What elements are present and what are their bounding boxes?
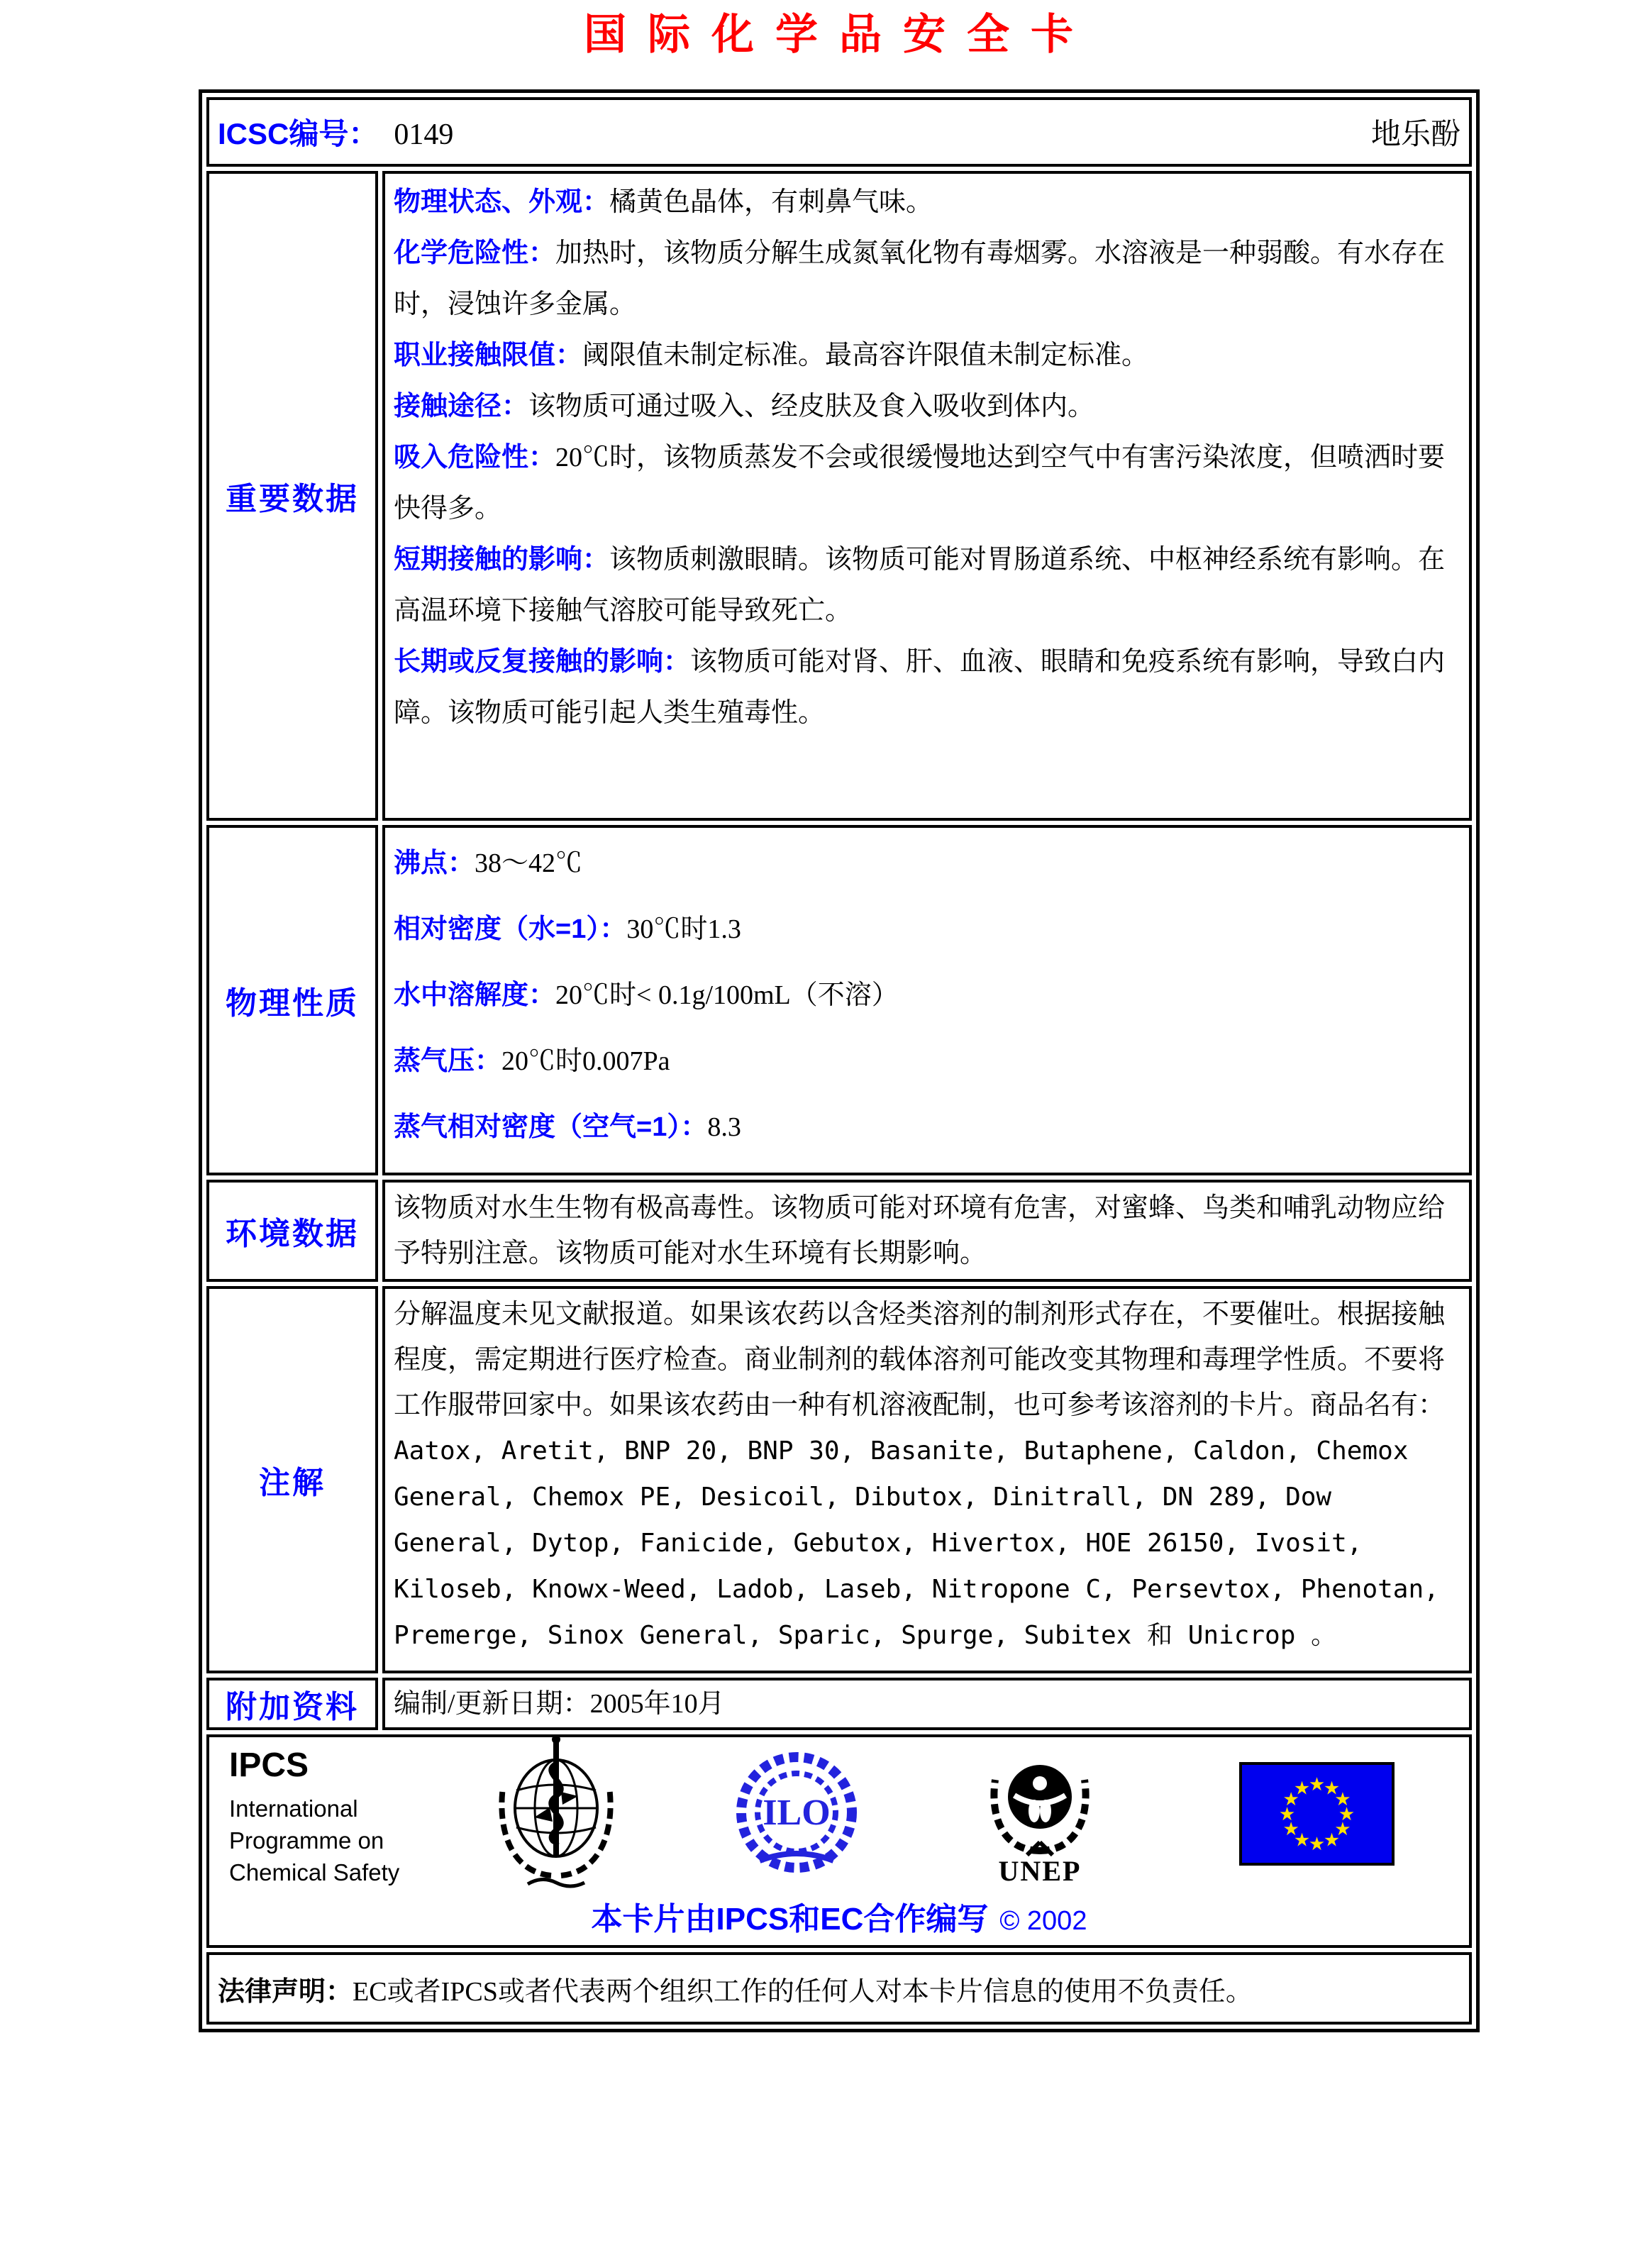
row-label-environmental-data: 环境数据 [206,1180,378,1282]
field-text: 20℃时，该物质蒸发不会或很缓慢地达到空气中有害污染浓度，但喷洒时要快得多。 [394,443,1446,524]
row-label-notes: 注解 [206,1286,378,1673]
important-data-item [394,177,1460,228]
physical-property-item [394,831,1460,897]
important-data-item [394,228,1460,330]
svg-text:★: ★ [1293,1778,1311,1800]
physical-property-item [394,963,1460,1029]
field-label: 水中溶解度： [394,980,556,1010]
environmental-data-text: 该物质对水生生物有极高毒性。该物质可能对环境有危害，对蜜蜂、鸟类和哺乳动物应给予特别注意。该物质可能对水生环境有长期影响。 [394,1193,1446,1268]
field-text: 20℃时0.007Pa [501,1046,670,1076]
field-label: 相对密度（水=1）： [394,914,627,944]
chemical-name: 地乐酚 [1370,118,1460,151]
ipcs-line: Programme on [229,1827,384,1854]
icsc-number-value: 0149 [394,118,454,151]
environmental-data-content [382,1180,1472,1282]
svg-text:★: ★ [1282,1788,1299,1810]
icsc-card-table [199,89,1480,2032]
ilo-letters: ILO [763,1792,831,1833]
field-text: 20℃时< 0.1g/100mL（不溶） [555,980,899,1010]
eu-flag-icon [1239,1762,1395,1873]
notes-content [382,1286,1472,1673]
important-data-item [394,636,1460,738]
important-data-item [394,330,1460,381]
legal-label: 法律声明： [218,1976,353,2007]
field-text: 8.3 [707,1112,741,1142]
legal-text: EC或者IPCS或者代表两个组织工作的任何人对本卡片信息的使用不负责任。 [353,1976,1253,2007]
update-date-line [394,1688,1460,1720]
field-label: 长期或反复接触的影响： [394,647,691,677]
svg-text:★: ★ [1338,1803,1356,1825]
cooperation-caption-text: 本卡片由IPCS和EC合作编写 [591,1901,989,1937]
additional-info-row [206,1678,1472,1730]
logos-strip [218,1744,1460,1891]
important-data-item [394,534,1460,636]
row-label-additional-info: 附加资料 [206,1678,378,1730]
page-title: 国际化学品安全卡 [584,11,1094,58]
physical-property-item [394,897,1460,963]
legal-row [206,1952,1472,2025]
svg-text:★: ★ [1278,1803,1296,1825]
row-label-physical-properties: 物理性质 [206,825,378,1175]
field-label: 接触途径： [394,392,529,421]
icsc-number-label: ICSC编号： [218,117,379,150]
field-label: 沸点： [394,848,475,878]
svg-text:★: ★ [1282,1818,1299,1840]
important-data-item [394,381,1460,432]
row-label-important-data: 重要数据 [206,171,378,821]
ipcs-line: International [229,1795,358,1822]
field-label: 短期接触的影响： [394,545,610,575]
field-text: 加热时，该物质分解生成氮氧化物有毒烟雾。水溶液是一种弱酸。有水存在时，浸蚀许多金属。 [394,238,1446,319]
unep-letters: UNEP [998,1854,1082,1885]
field-label: 蒸气压： [394,1046,502,1076]
physical-properties-row [206,825,1472,1175]
field-label: 物理状态、外观： [394,187,610,217]
field-label: 蒸气相对密度（空气=1）： [394,1112,708,1142]
svg-text:★: ★ [1334,1818,1351,1840]
svg-text:★: ★ [1308,1773,1326,1795]
ipcs-block [222,1746,412,1888]
field-label: 吸入危险性： [394,443,556,472]
icsc-header-row [206,97,1472,167]
update-date-label: 编制/更新日期： [394,1689,590,1719]
icsc-number-group [218,111,453,153]
notes-trade-names: Aatox, Aretit, BNP 20, BNP 30, Basanite, Butaphene, Caldon, Chemox General, Chemox PE, Desicoil, Dibutox, Dinitrall, DN 289, Dow General, Dytop, Fanicide, Gebutox, Hivertox, HOE 26150, Ivosit, Kiloseb, Knowx-Weed, Ladob, Laseb, Nitropone C, Persevtox, Phenotan, Premerge, Sinox General, Sparic, Spurge, Subitex 和 Unicrop 。 [394,1436,1439,1650]
logos-row [206,1734,1472,1948]
notes-row [206,1286,1472,1673]
svg-text:★: ★ [1334,1788,1351,1810]
field-text: 橘黄色晶体，有刺鼻气味。 [609,187,933,217]
notes-text [394,1292,1460,1658]
update-date-value: 2005年10月 [589,1689,725,1719]
field-text: 30℃时1.3 [626,914,741,944]
important-data-item [394,432,1460,534]
title-bar [199,10,1480,60]
important-data-content [382,171,1472,821]
ilo-logo-icon [733,1750,860,1885]
important-data-row [206,171,1472,821]
icsc-header-cell [206,97,1472,167]
physical-property-item [394,1095,1460,1161]
logos-cell [206,1734,1472,1948]
who-logo-icon [492,1734,621,1900]
svg-text:★: ★ [1293,1829,1311,1851]
svg-text:★: ★ [1323,1778,1341,1800]
environmental-data-row [206,1180,1472,1282]
field-text: 该物质可通过吸入、经皮肤及食入吸收到体内。 [528,392,1095,421]
field-text: 阈限值未制定标准。最高容许限值未制定标准。 [582,340,1149,370]
unep-logo-icon [974,1743,1106,1892]
ipcs-line: Chemical Safety [229,1859,400,1885]
field-text: 该物质刺激眼睛。该物质可能对胃肠道系统、中枢神经系统有影响。在高温环境下接触气溶胶可能导致死亡。 [394,545,1446,626]
field-label: 化学危险性： [394,238,556,268]
field-label: 职业接触限值： [394,340,583,370]
additional-info-content [382,1678,1472,1730]
ipcs-acronym: IPCS [229,1746,309,1784]
field-text: 38～42℃ [475,848,583,878]
legal-cell [206,1952,1472,2025]
physical-properties-content [382,825,1472,1175]
field-text: 该物质可能对肾、肝、血液、眼睛和免疫系统有影响，导致白内障。该物质可能引起人类生殖毒性。 [394,647,1446,728]
svg-text:★: ★ [1323,1829,1341,1851]
svg-text:★: ★ [1308,1833,1326,1855]
copyright-text: © 2002 [999,1905,1087,1936]
physical-property-item [394,1029,1460,1095]
notes-text-chinese: 分解温度未见文献报道。如果该农药以含烃类溶剂的制剂形式存在，不要催吐。根据接触程度，需定期进行医疗检查。商业制剂的载体溶剂可能改变其物理和毒理学性质。不要将工作服带回家中。如果该农药由一种有机溶液配制，也可参考该溶剂的卡片。商品名有： [394,1300,1446,1420]
cooperation-caption [218,1901,1460,1939]
